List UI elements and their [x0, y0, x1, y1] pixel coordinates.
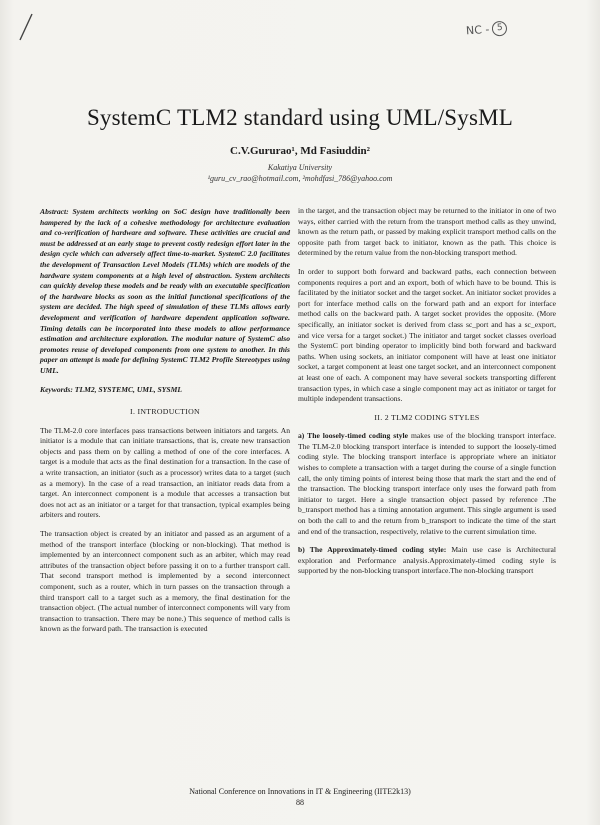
approx-timed-label: b) The Approximately-timed coding style:	[298, 545, 447, 555]
affiliation-emails: ¹guru_cv_rao@hotmail.com, ²mohdfasi_786@yahoo.com	[207, 174, 393, 183]
approx-timed-text: Main use case is Architectural exploration and Performance analysis.Approximately-timed coding style is supported by the non-blocking transport interface.The non-blocking transport	[298, 545, 556, 576]
handwritten-nc-note	[466, 21, 508, 39]
abstract-text: System architects working on SoC design have traditionally been hampered by the lack of a cohesive methodology for architecture evaluation and co-verification of hardware and software. These activities are crucial and must be addressed at an early stage to prevent costly redesign effort later in the design cycle which can adversely affect time-to-market. SystemC 2.0 facilitates the development of Transaction Level Models (TLMs) which are models of the hardware system components at a high level of abstraction. System architects can quickly develop these models and be ready with an executable specification of the hardware blocks as soon as the initial functional specifications of the system are decided. The high speed of simulation of these TLMs allows early development and verification of hardware dependent application software. Timing details can be incorporated into these models to allow performance estimation and architecture exploration. The modular nature of SystemC also promotes reuse of developed components from one system to another. In this paper an attempt is made for defining SystemC TLM2 Profile Stereotypes using UML.	[40, 207, 290, 375]
page-footer	[0, 786, 600, 808]
loosely-timed-text: makes use of the blocking transport interface. The TLM-2.0 blocking transport interface is intended to support the loosely-timed coding style. The blocking transport interface is appropriate where an initiator wishes to complete a transaction with a target during the course of a single function call, the only timing points of interest being those that mark the start and the end of the transaction. The blocking transport interface only uses the forward path from initiator to target. Here a single transaction object passed by reference .The b_transport method has a timing annotation argument. This single argument is used on both the call to and the return from b_transport to indicate the time of the start and end of the transaction, respectively, relative to the current simulation time.	[298, 431, 557, 536]
conference-name: National Conference on Innovations in IT & Engineering (IITE2k13)	[189, 787, 411, 796]
right-paragraph-1: in the target, and the transaction object may be returned to the initiator in one of two ways, either carried with the return from the transport method calls as they unwind, known as the return path, or passed by making explicit transport method calls on the opposite path from target back to initiator, known as the path. This choice is determined by the return value from the non-blocking transport method.	[298, 206, 556, 258]
pen-slash-mark	[14, 12, 38, 42]
right-paragraph-2: In order to support both forward and backward paths, each connection between components requires a port and an export, both of which have to be bound. This is facilitated by the initiator socket and the target socket. An initiator socket provides a port for interface method calls on the forward path and an export for interface method calls on the backward path. A target socket provides the opposite. (More specifically, an initiator socket is derived from class sc_port and has a sc_export, and vice versa for a target socket.) The initiator and target socket classes overload the SystemC port binding operator to implicitly bind both forward and backward paths. When using sockets, an initiator component will have at least one initiator socket, a target component at least one target socket, and an interconnect component at least one of each. A component may have several sockets transporting different transaction types, in which case a single component may act as initiator or target for multiple independent transactions.	[298, 266, 556, 404]
left-column	[40, 207, 290, 643]
loosely-timed-label: a) The loosely-timed coding style	[298, 431, 409, 441]
loosely-timed-paragraph	[298, 431, 556, 537]
abstract-label: Abstract:	[40, 207, 69, 216]
paper-affiliation	[0, 162, 600, 184]
nc-number: 5	[492, 21, 508, 37]
abstract	[40, 207, 290, 377]
paper-authors: C.V.Gururao¹, Md Fasiuddin²	[230, 145, 370, 157]
intro-paragraph-1: The TLM-2.0 core interfaces pass transactions between initiators and targets. An initiator is a module that can initiate transactions, that is, create new transaction objects and pass them on by calling a method of one of the core interfaces. A target is a module that acts as the final destination for a transaction. In the case of a write transaction, an initiator (such as a processor) writes data to a target (such as a memory). In the case of a read transaction, an initiator reads data from a target. An interconnect component is a module that accesses a transaction but does not act as an initiator or a target for that transaction, typical examples being arbiters and routers.	[40, 425, 290, 520]
page-number: 88	[296, 798, 304, 807]
intro-heading: I. INTRODUCTION	[130, 407, 200, 417]
affiliation-name: Kakatiya University	[267, 163, 333, 172]
right-column	[298, 206, 556, 585]
keywords: Keywords: TLM2, SYSTEMC, UML, SYSML	[40, 384, 182, 394]
paper-title: SystemC TLM2 standard using UML/SysML	[86, 105, 514, 130]
nc-label: NC -	[465, 22, 490, 38]
coding-styles-heading: II. 2 TLM2 CODING STYLES	[374, 412, 480, 422]
approx-timed-paragraph	[298, 545, 556, 577]
intro-paragraph-2: The transaction object is created by an initiator and passed as an argument of a method of the transport interface (blocking or non-blocking). That method is implemented by an interconnect component such as an arbiter, which may read attributes of the transaction object before passing it on to a further transport call. That second transport method is implemented by a second interconnect component, such as a router, which in turn passes on the transaction through a third transport call to a target such as a memory, the final destination for the transaction object. (The actual number of interconnect components will vary from transaction to transaction. There may be none.) This sequence of method calls is known as the forward path. The transaction is executed	[40, 529, 290, 634]
